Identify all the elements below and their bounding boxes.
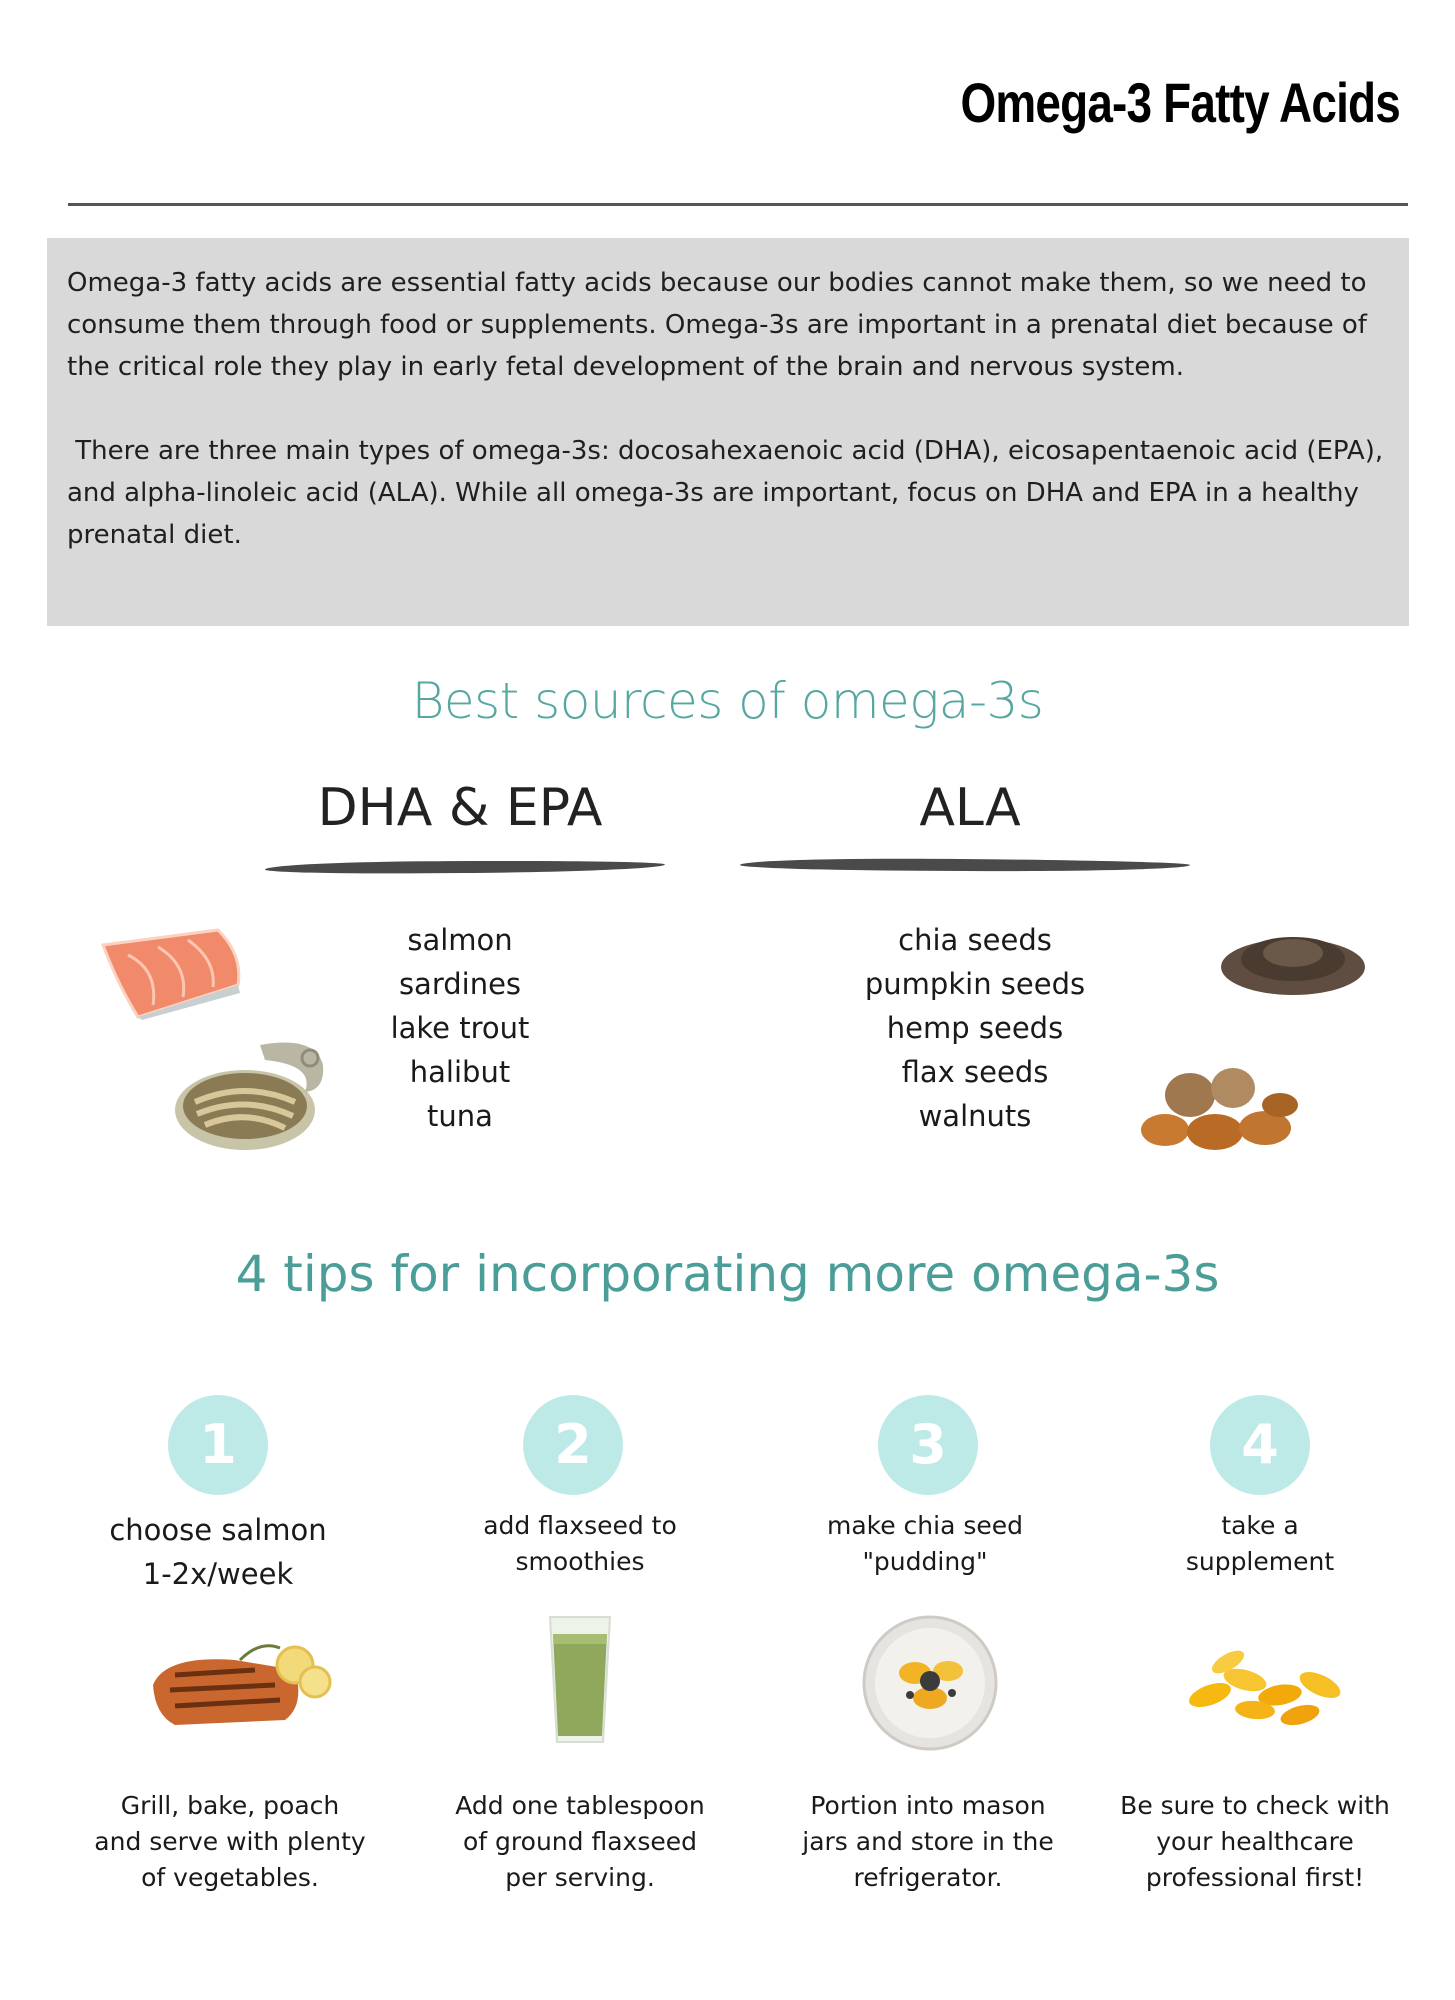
chia-seeds-image (1215, 915, 1370, 1005)
ala-brush-underline (740, 858, 1190, 872)
tip-4-title (1110, 1508, 1410, 1580)
intro-paragraph-2: There are three main types of omega-3s: docosahexaenoic acid (DHA), eicosapentaenoic acid (EPA), and alpha-linoleic acid (ALA). While all omega-3s are important, focus on DHA and EPA in a healthy prenatal diet. (67, 436, 1392, 550)
tip-4-description (1100, 1788, 1410, 1896)
page-title: Omega-3 Fatty Acids (960, 71, 1400, 134)
tip-desc-line: of ground flaxseed (463, 1827, 697, 1856)
tip-title-line: "pudding" (862, 1547, 988, 1576)
salmon-fillet-image (98, 925, 248, 1020)
tip-desc-line: your healthcare (1156, 1827, 1354, 1856)
grilled-salmon-image (145, 1630, 335, 1740)
dha-epa-brush-underline (265, 860, 665, 875)
list-item: pumpkin seeds (864, 967, 1086, 1001)
list-item: chia seeds (898, 923, 1052, 957)
intro-box (47, 238, 1409, 626)
tip-2-description (430, 1788, 730, 1896)
list-item: salmon (407, 923, 513, 957)
tips-heading: 4 tips for incorporating more omega-3s (235, 1245, 1220, 1303)
tip-1-description (80, 1788, 380, 1896)
tip-desc-line: refrigerator. (853, 1863, 1003, 1892)
tip-number-badge: 4 (1210, 1395, 1310, 1495)
list-item: walnuts (918, 1099, 1032, 1133)
ala-food-list (820, 918, 1130, 1138)
tip-title-line: supplement (1185, 1547, 1335, 1576)
list-item: lake trout (390, 1011, 530, 1045)
list-item: sardines (398, 967, 522, 1001)
tip-desc-line: Grill, bake, poach (120, 1791, 340, 1820)
sardine-tin-image (165, 1030, 330, 1160)
tip-title-line: smoothies (515, 1547, 645, 1576)
sources-heading: Best sources of omega-3s (411, 672, 1044, 730)
tip-3-title (775, 1508, 1075, 1580)
green-smoothie-image (545, 1612, 615, 1747)
tip-number-badge: 2 (523, 1395, 623, 1495)
intro-paragraph-1: Omega-3 fatty acids are essential fatty acids because our bodies cannot make them, so we need to consume them through food or supplements. Omega-3s are important in a prenatal diet because of the critical role they play in early fetal development of the brain and nervous system. (67, 268, 1367, 382)
tip-desc-line: Be sure to check with (1120, 1791, 1390, 1820)
list-item: tuna (427, 1099, 493, 1133)
chia-pudding-image (860, 1613, 1000, 1753)
title-divider (68, 203, 1408, 206)
tip-desc-line: jars and store in the (802, 1827, 1054, 1856)
tip-desc-line: Add one tablespoon (455, 1791, 705, 1820)
tip-desc-line: and serve with plenty (94, 1827, 366, 1856)
tip-title-line: 1-2x/week (142, 1557, 294, 1591)
tip-2-title (430, 1508, 730, 1580)
list-item: flax seeds (901, 1055, 1049, 1089)
tip-desc-line: professional first! (1145, 1863, 1365, 1892)
tip-number-badge: 3 (878, 1395, 978, 1495)
tip-desc-line: of vegetables. (141, 1863, 319, 1892)
tip-title-line: make chia seed (826, 1511, 1024, 1540)
tip-title-line: take a (1221, 1511, 1299, 1540)
tip-desc-line: per serving. (505, 1863, 655, 1892)
tip-desc-line: Portion into mason (810, 1791, 1046, 1820)
tip-number-badge: 1 (168, 1395, 268, 1495)
dha-epa-food-list (320, 918, 600, 1138)
tip-3-description (778, 1788, 1078, 1896)
ala-heading: ALA (919, 778, 1021, 838)
dha-epa-heading: DHA & EPA (317, 778, 603, 838)
walnuts-image (1135, 1060, 1305, 1160)
supplement-capsules-image (1180, 1640, 1355, 1730)
tip-title-line: choose salmon (109, 1513, 327, 1547)
tip-title-line: add flaxseed to (483, 1511, 677, 1540)
list-item: hemp seeds (886, 1011, 1064, 1045)
tip-1-title (68, 1508, 368, 1596)
list-item: halibut (409, 1055, 511, 1089)
